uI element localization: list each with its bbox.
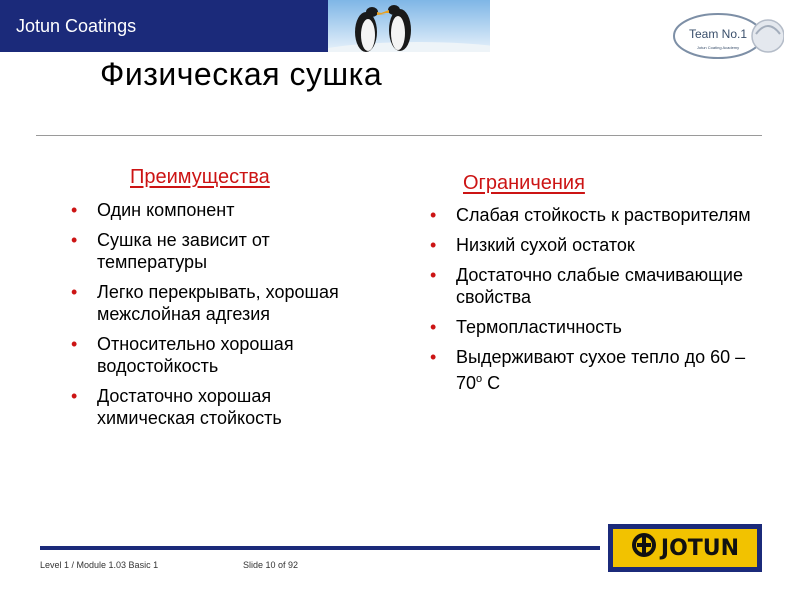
- bullet-dot-icon: •: [430, 347, 437, 367]
- list-item: • Достаточно слабые смачивающие свойства: [430, 265, 743, 307]
- list-item: • Достаточно хорошая химическая стойкость: [71, 386, 282, 428]
- list-item: • Сушка не зависит от температуры: [71, 230, 270, 272]
- bullet-dot-icon: •: [71, 282, 78, 302]
- bullet-dot-icon: •: [71, 230, 78, 250]
- list-item: • Слабая стойкость к растворителям: [430, 205, 751, 225]
- sandefjord-whale-icon: [631, 532, 657, 564]
- advantages-list: [71, 199, 371, 437]
- badge-subtitle: Jotun Coating Academy: [696, 45, 740, 50]
- bullet-dot-icon: •: [430, 205, 437, 225]
- list-item: • Один компонент: [71, 200, 235, 220]
- team-no1-badge: [672, 10, 784, 62]
- slide-number: Slide 10 of 92: [243, 560, 299, 570]
- advantages-heading: Преимущества: [130, 166, 270, 188]
- bullet-dot-icon: •: [71, 200, 78, 220]
- list-item: • Низкий сухой остаток: [430, 235, 635, 255]
- jotun-logo: [608, 524, 762, 572]
- list-item: • Легко перекрывать, хорошая межслойная адгезия: [71, 282, 339, 324]
- bullet-dot-icon: •: [430, 235, 437, 255]
- footer-module: Level 1 / Module 1.03 Basic 1: [40, 560, 159, 570]
- list-item: • Термопластичность: [430, 317, 622, 337]
- bullet-dot-icon: •: [430, 317, 437, 337]
- slide-title: Физическая сушка: [100, 56, 383, 92]
- bullet-dot-icon: •: [71, 386, 78, 406]
- limitations-list: [430, 204, 775, 402]
- brand-bar: [0, 0, 328, 52]
- title-divider: [36, 135, 762, 136]
- list-item: • Выдерживают сухое тепло до 60 – 70$^o$ C: [430, 347, 746, 393]
- badge-title: Team No.1: [688, 27, 748, 41]
- bullet-dot-icon: •: [430, 265, 437, 285]
- bullet-dot-icon: •: [71, 334, 78, 354]
- footer-divider: [40, 546, 600, 550]
- brand-name: Jotun Coatings: [16, 15, 137, 36]
- logo-text: JOTUN: [660, 535, 740, 561]
- limitations-heading: Ограничения: [463, 172, 585, 194]
- penguins-photo: [328, 0, 490, 52]
- list-item: • Относительно хорошая водостойкость: [71, 334, 294, 376]
